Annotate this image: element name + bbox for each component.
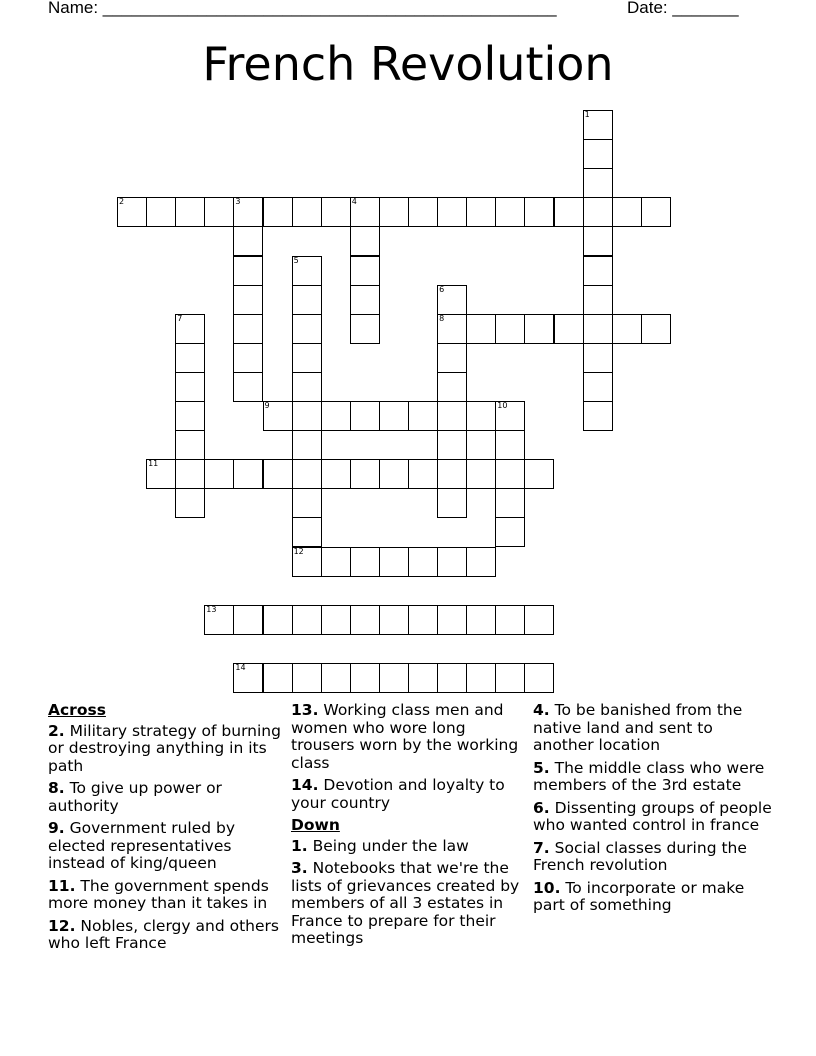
grid-cell[interactable] <box>379 547 409 577</box>
grid-cell[interactable] <box>292 343 322 373</box>
grid-cell[interactable] <box>350 547 380 577</box>
grid-cell[interactable] <box>437 605 467 635</box>
grid-cell[interactable] <box>466 197 496 227</box>
down-heading: Down <box>291 816 340 834</box>
clue-across-2 <box>48 723 288 776</box>
grid-cell[interactable] <box>437 343 467 373</box>
grid-cell[interactable] <box>233 459 263 489</box>
grid-cell[interactable] <box>408 605 438 635</box>
grid-cell[interactable] <box>408 401 438 431</box>
grid-cell[interactable] <box>350 401 380 431</box>
clue-text: Military strategy of burning or destroying anything in its path <box>48 721 281 775</box>
clue-number: 9. <box>48 819 65 837</box>
grid-cell[interactable] <box>495 517 525 547</box>
clue-text: Working class men and women who wore long trousers worn by the working class <box>291 701 519 772</box>
grid-cell[interactable] <box>466 663 496 693</box>
grid-cell[interactable] <box>554 197 584 227</box>
grid-cell[interactable] <box>175 430 205 460</box>
grid-cell[interactable] <box>292 314 322 344</box>
grid-cell[interactable] <box>350 226 380 256</box>
clue-text: To incorporate or make part of something <box>533 878 745 914</box>
clue-down-6 <box>533 800 773 835</box>
grid-cell[interactable] <box>554 314 584 344</box>
grid-cell[interactable] <box>437 547 467 577</box>
grid-cell[interactable] <box>292 401 322 431</box>
grid-cell[interactable] <box>292 488 322 518</box>
clue-down-10 <box>533 880 773 915</box>
grid-cell[interactable] <box>437 459 467 489</box>
grid-cell[interactable] <box>495 605 525 635</box>
grid-cell[interactable] <box>175 197 205 227</box>
clue-number-label: 3 <box>235 197 241 207</box>
grid-cell[interactable] <box>466 459 496 489</box>
clue-number: 10. <box>533 878 561 897</box>
clue-number: 3. <box>291 859 308 877</box>
grid-cell[interactable] <box>350 197 380 227</box>
grid-cell[interactable] <box>321 197 351 227</box>
grid-cell[interactable] <box>350 605 380 635</box>
clue-number-label: 10 <box>497 401 508 410</box>
grid-cell[interactable] <box>408 197 438 227</box>
grid-cell[interactable] <box>321 401 351 431</box>
clue-number: 4. <box>533 701 550 719</box>
grid-cell[interactable] <box>583 401 613 431</box>
grid-cell[interactable] <box>292 285 322 315</box>
grid-cell[interactable] <box>379 197 409 227</box>
clue-number-label: 13 <box>206 604 217 614</box>
grid-cell[interactable] <box>321 663 351 693</box>
grid-cell[interactable] <box>263 197 293 227</box>
grid-cell[interactable] <box>437 401 467 431</box>
grid-cell[interactable] <box>437 314 467 344</box>
grid-cell[interactable] <box>583 285 613 315</box>
clue-text: Devotion and loyalty to your country <box>291 776 505 812</box>
clues-column-3 <box>533 702 773 920</box>
grid-cell[interactable] <box>292 605 322 635</box>
clue-text: Nobles, clergy and others who left France <box>48 916 279 952</box>
clue-down-7 <box>533 840 773 875</box>
grid-cell[interactable] <box>612 197 642 227</box>
grid-cell[interactable] <box>524 459 554 489</box>
grid-cell[interactable] <box>408 663 438 693</box>
grid-cell[interactable] <box>408 459 438 489</box>
clue-text: To give up power or authority <box>48 779 222 815</box>
grid-cell[interactable] <box>466 547 496 577</box>
grid-cell[interactable] <box>466 401 496 431</box>
grid-cell[interactable] <box>466 605 496 635</box>
grid-cell[interactable] <box>408 547 438 577</box>
clue-text: The government spends more money than it takes in <box>48 876 269 912</box>
clue-text: Notebooks that we're the lists of grievances created by members of all 3 estates in France to prepare for their meetings <box>291 859 520 947</box>
clue-number: 12. <box>48 916 76 935</box>
grid-cell[interactable] <box>437 488 467 518</box>
grid-cell[interactable] <box>495 459 525 489</box>
grid-cell[interactable] <box>583 343 613 373</box>
clue-across-13 <box>291 702 531 772</box>
grid-cell[interactable] <box>175 401 205 431</box>
grid-cell[interactable] <box>321 547 351 577</box>
grid-cell[interactable] <box>524 605 554 635</box>
grid-cell[interactable] <box>583 372 613 402</box>
grid-cell[interactable] <box>175 343 205 373</box>
grid-cell[interactable] <box>233 314 263 344</box>
clue-number-label: 6 <box>439 284 445 294</box>
grid-cell[interactable] <box>524 314 554 344</box>
clue-across-12 <box>48 918 288 953</box>
grid-cell[interactable] <box>437 285 467 315</box>
clue-number-label: 9 <box>264 401 270 410</box>
clue-text: Dissenting groups of people who wanted control in france <box>533 798 772 834</box>
grid-cell[interactable] <box>612 314 642 344</box>
clue-down-1 <box>291 838 531 856</box>
grid-cell[interactable] <box>495 430 525 460</box>
grid-cell[interactable] <box>117 197 147 227</box>
clue-number-label: 4 <box>351 197 357 207</box>
clue-number-label: 5 <box>293 255 299 265</box>
date-field[interactable]: Date: _______ <box>627 0 739 17</box>
clue-down-3 <box>291 860 531 948</box>
page-title: French Revolution <box>202 37 614 91</box>
grid-cell[interactable] <box>350 285 380 315</box>
grid-cell[interactable] <box>495 663 525 693</box>
clue-text: Being under the law <box>312 836 469 855</box>
grid-cell[interactable] <box>524 197 554 227</box>
grid-cell[interactable] <box>233 343 263 373</box>
grid-cell[interactable] <box>292 256 322 286</box>
grid-cell[interactable] <box>233 372 263 402</box>
grid-cell[interactable] <box>350 459 380 489</box>
grid-cell[interactable] <box>146 459 176 489</box>
grid-cell[interactable] <box>379 663 409 693</box>
grid-cell[interactable] <box>233 226 263 256</box>
clue-across-11 <box>48 878 288 913</box>
grid-cell[interactable] <box>204 197 234 227</box>
clue-number-label: 8 <box>439 313 445 323</box>
grid-cell[interactable] <box>583 256 613 286</box>
grid-cell[interactable] <box>466 314 496 344</box>
clue-text: Government ruled by elected representatives instead of king/queen <box>48 819 236 872</box>
grid-cell[interactable] <box>583 139 613 169</box>
grid-cell[interactable] <box>233 605 263 635</box>
grid-cell[interactable] <box>233 663 263 693</box>
grid-cell[interactable] <box>583 168 613 198</box>
grid-cell[interactable] <box>204 459 234 489</box>
grid-cell[interactable] <box>321 605 351 635</box>
grid-cell[interactable] <box>175 372 205 402</box>
grid-cell[interactable] <box>321 459 351 489</box>
grid-cell[interactable] <box>233 197 263 227</box>
grid-cell[interactable] <box>379 459 409 489</box>
grid-cell[interactable] <box>583 226 613 256</box>
grid-cell[interactable] <box>292 663 322 693</box>
grid-cell[interactable] <box>292 547 322 577</box>
clue-across-8 <box>48 780 288 815</box>
grid-cell[interactable] <box>233 256 263 286</box>
grid-cell[interactable] <box>641 197 671 227</box>
grid-cell[interactable] <box>263 401 293 431</box>
grid-cell[interactable] <box>175 314 205 344</box>
grid-cell[interactable] <box>495 314 525 344</box>
clue-number: 6. <box>533 798 550 817</box>
clue-down-4 <box>533 702 773 755</box>
grid-cell[interactable] <box>175 488 205 518</box>
grid-cell[interactable] <box>583 110 613 140</box>
name-field[interactable]: Name: ________________________________________________ <box>48 0 557 17</box>
grid-cell[interactable] <box>379 605 409 635</box>
clue-number: 5. <box>533 758 550 777</box>
clue-across-9 <box>48 820 288 873</box>
clues-column-2 <box>291 702 531 953</box>
grid-cell[interactable] <box>263 663 293 693</box>
grid-cell[interactable] <box>524 663 554 693</box>
across-heading: Across <box>48 701 106 719</box>
clue-number: 13. <box>291 701 319 719</box>
grid-cell[interactable] <box>146 197 176 227</box>
clue-down-5 <box>533 760 773 795</box>
clue-number: 7. <box>533 838 550 857</box>
grid-cell[interactable] <box>437 372 467 402</box>
clue-number-label: 11 <box>148 459 159 469</box>
grid-cell[interactable] <box>292 517 322 547</box>
grid-cell[interactable] <box>350 663 380 693</box>
grid-cell[interactable] <box>263 459 293 489</box>
clue-number-label: 7 <box>177 313 183 323</box>
grid-cell[interactable] <box>292 372 322 402</box>
clue-text: To be banished from the native land and sent to another location <box>533 701 743 754</box>
grid-cell[interactable] <box>379 401 409 431</box>
grid-cell[interactable] <box>233 285 263 315</box>
clue-text: Social classes during the French revolution <box>533 838 747 874</box>
grid-cell[interactable] <box>263 605 293 635</box>
grid-cell[interactable] <box>437 197 467 227</box>
clue-number-label: 1 <box>584 110 590 119</box>
grid-cell[interactable] <box>641 314 671 344</box>
clue-across-14 <box>291 777 531 812</box>
grid-cell[interactable] <box>292 430 322 460</box>
grid-cell[interactable] <box>495 401 525 431</box>
grid-cell[interactable] <box>583 314 613 344</box>
grid-cell[interactable] <box>292 197 322 227</box>
clue-number-label: 2 <box>119 197 125 207</box>
grid-cell[interactable] <box>292 459 322 489</box>
clue-number: 2. <box>48 721 65 740</box>
grid-cell[interactable] <box>437 430 467 460</box>
grid-cell[interactable] <box>437 663 467 693</box>
grid-cell[interactable] <box>495 197 525 227</box>
clue-number: 1. <box>291 836 308 855</box>
clue-number-label: 12 <box>293 546 304 556</box>
grid-cell[interactable] <box>204 605 234 635</box>
clue-number: 14. <box>291 776 319 794</box>
clue-text: The middle class who were members of the 3rd estate <box>533 758 765 794</box>
grid-cell[interactable] <box>495 488 525 518</box>
clues-column-1 <box>48 702 288 958</box>
clue-number-label: 14 <box>235 662 246 672</box>
grid-cell[interactable] <box>175 459 205 489</box>
clue-number: 11. <box>48 876 76 895</box>
grid-cell[interactable] <box>350 314 380 344</box>
grid-cell[interactable] <box>350 256 380 286</box>
clue-number: 8. <box>48 779 65 797</box>
